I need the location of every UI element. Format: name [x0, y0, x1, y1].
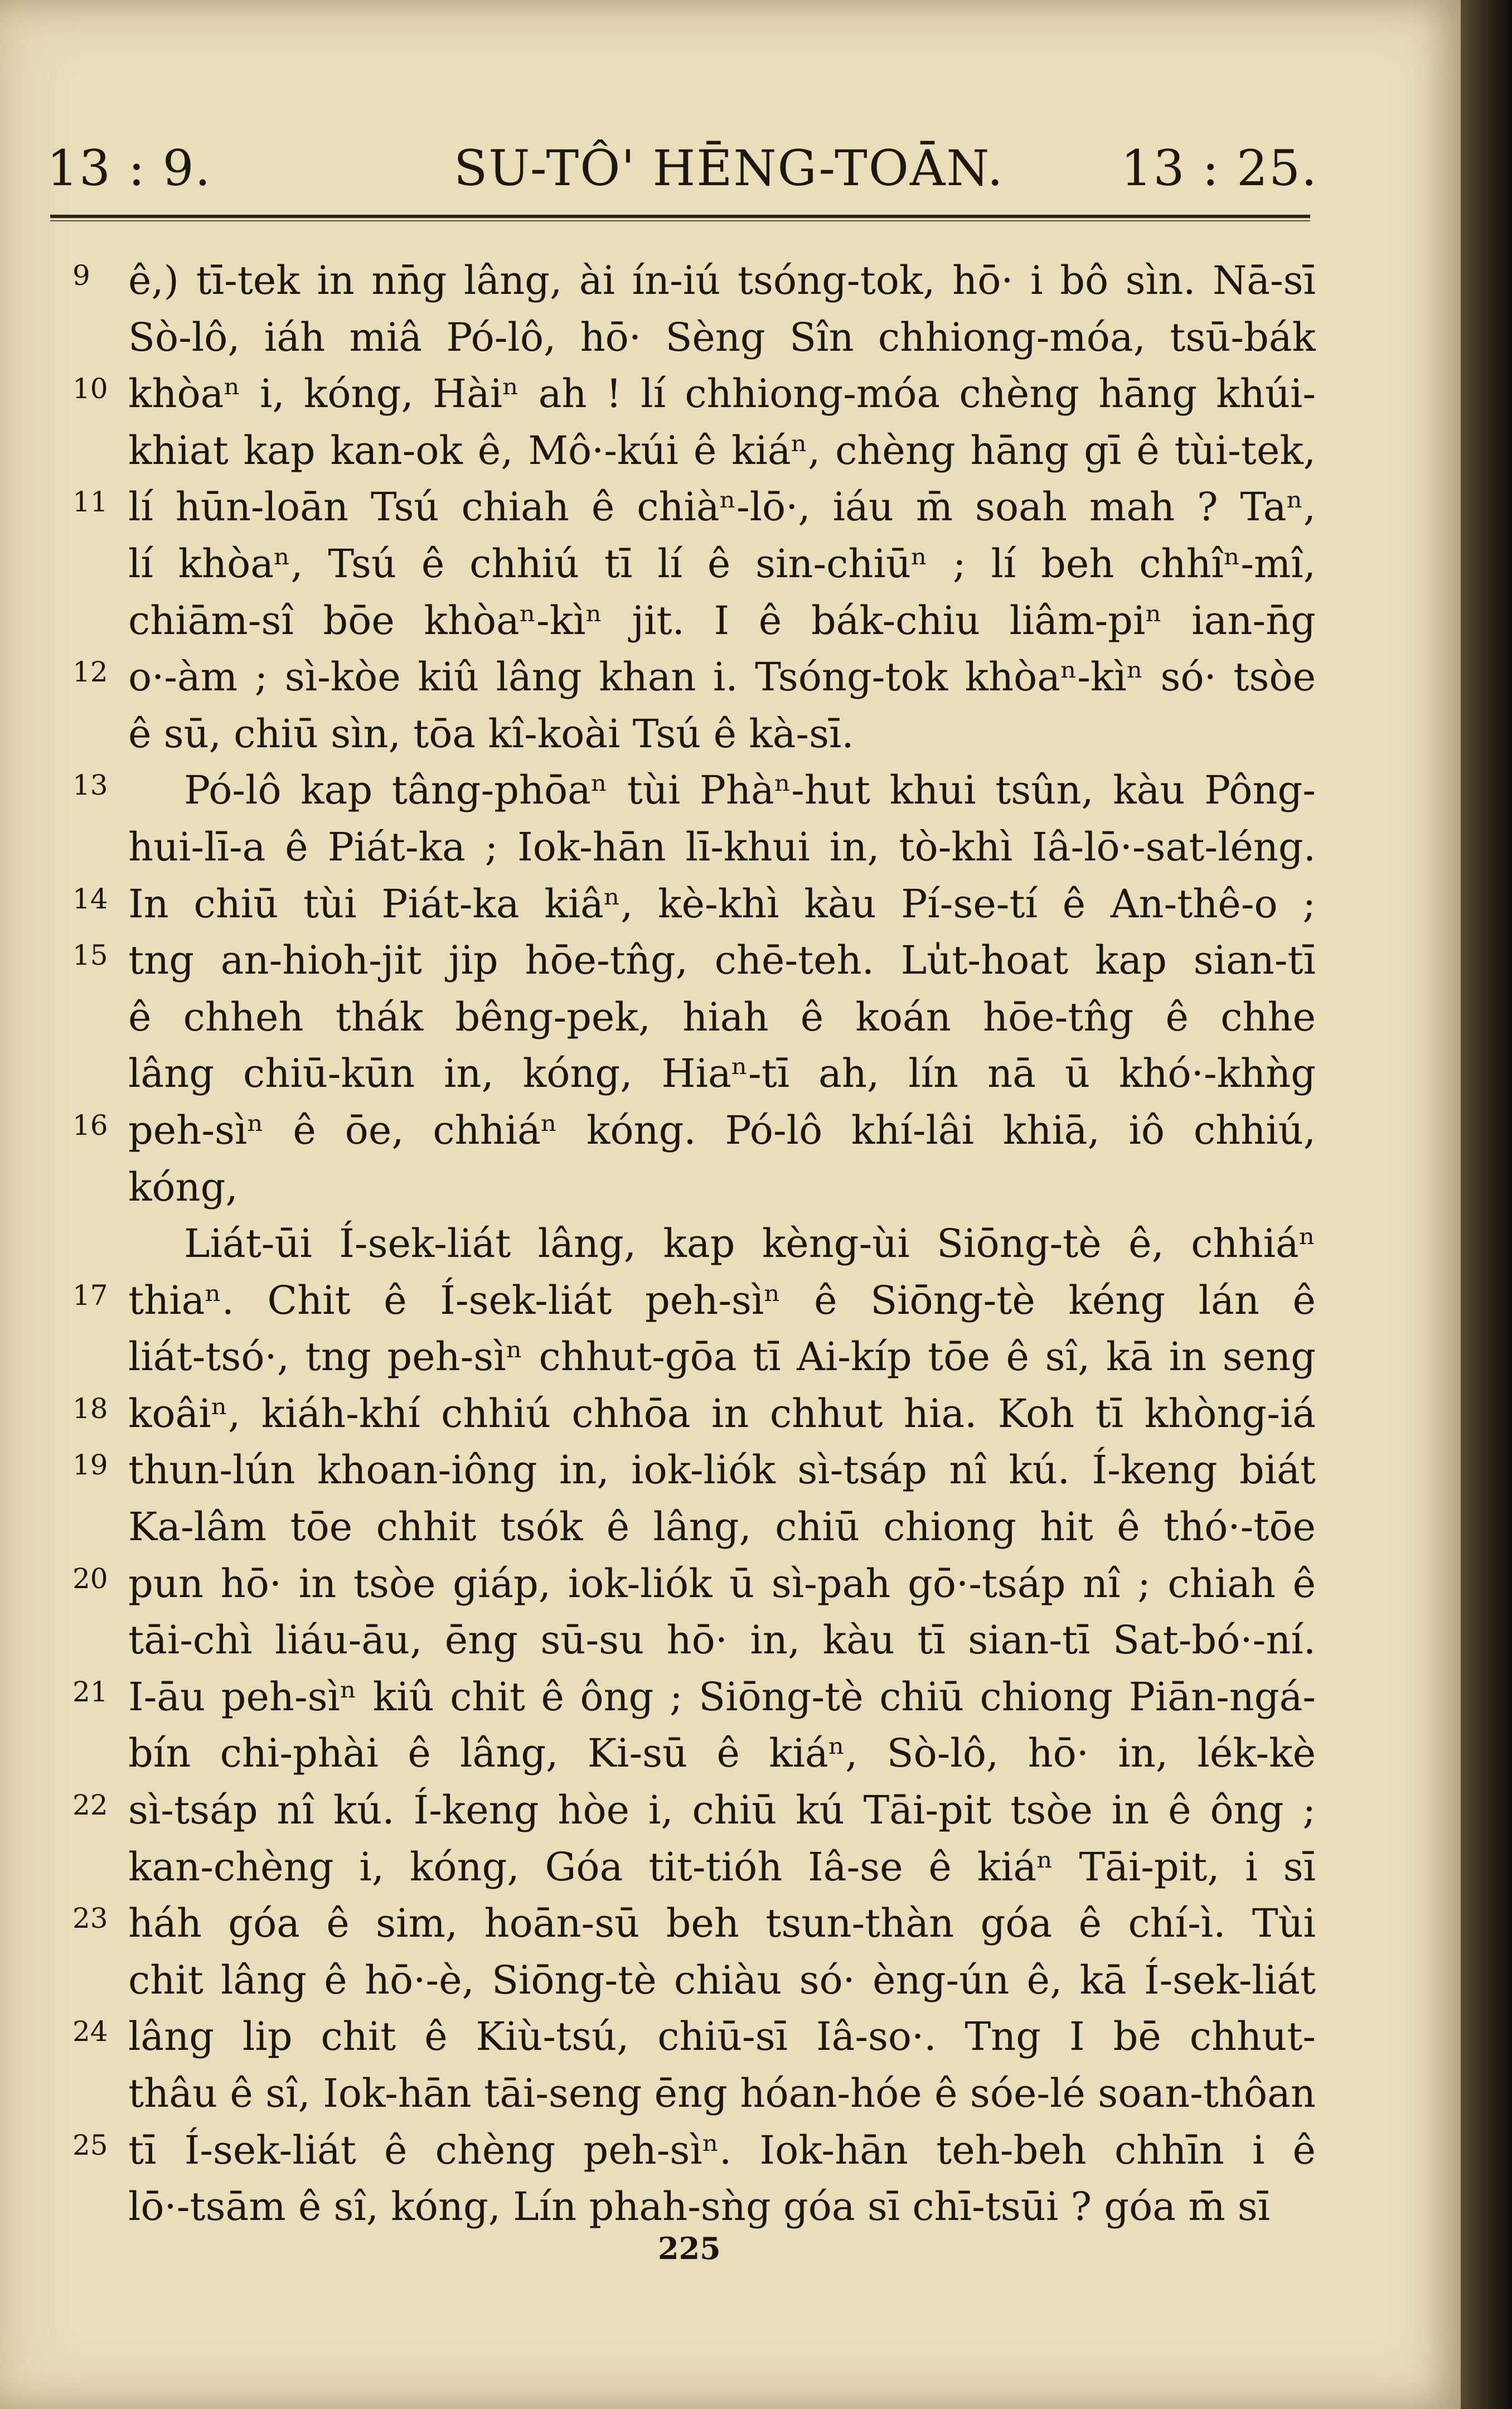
line-text: Liát-ūi Í-sek-liát lâng, kap kèng-ùi Siōng-tè ê, chhiáⁿ	[184, 1221, 1316, 1267]
body-text	[0, 254, 1450, 2237]
line-text: peh-sìⁿ ê ōe, chhiáⁿ kóng. Pó-lô khí-lâi khiā, iô chhiú,	[128, 1107, 1316, 1153]
line-text: tng an-hioh-jit jip hōe-tn̂g, chē-teh. Lu̍t-hoat kap sian-tī	[128, 937, 1316, 984]
line-text: sì-tsáp nî kú. Í-keng hòe i, chiū kú Tāi-pit tsòe in ê ông ;	[128, 1787, 1316, 1834]
line-text: bín chi-phài ê lâng, Ki-sū ê kiáⁿ, Sò-lô, hō· in, lék-kè	[128, 1730, 1316, 1777]
verse-number: 13	[72, 769, 108, 802]
running-header	[47, 139, 1318, 206]
verse-number: 17	[72, 1279, 108, 1312]
text-line	[0, 2180, 1450, 2237]
header-title: SU-TÔ' HĒNG-TOĀN.	[454, 139, 1004, 197]
line-text: chiām-sî bōe khòaⁿ-kìⁿ jit. I ê bák-chiu liâm-piⁿ ian-n̄g	[128, 597, 1316, 644]
verse-number: 16	[72, 1109, 108, 1141]
text-line	[0, 763, 1450, 820]
text-line	[0, 2123, 1450, 2180]
text-line	[0, 1274, 1450, 1331]
verse-number: 24	[72, 2015, 108, 2048]
verse-number: 19	[72, 1449, 108, 1482]
text-line	[0, 1160, 1450, 1217]
text-line	[0, 1500, 1450, 1557]
line-text: ê,) tī-tek in nn̄g lâng, ài ín-iú tsóng-tok, hō· i bô sìn. Nā-sī	[128, 258, 1316, 303]
verse-number: 22	[72, 1789, 108, 1822]
line-text: lō·-tsām ê sî, kóng, Lín phah-sǹg góa sī chī-tsūi ? góa m̄ sī	[128, 2184, 1271, 2230]
verse-number: 14	[72, 882, 108, 915]
line-text: Sò-lô, iáh miâ Pó-lô, hō· Sèng Sîn chhiong-móa, tsū-bák	[128, 314, 1316, 360]
line-text: koâiⁿ, kiáh-khí chhiú chhōa in chhut hia. Koh tī khòng-iá	[128, 1390, 1316, 1436]
line-text: ê chheh thák bêng-pek, hiah ê koán hōe-tn̂g ê chhe	[128, 994, 1316, 1040]
line-text: tī Í-sek-liát ê chèng peh-sìⁿ. Iok-hān teh-beh chhīn i ê	[128, 2127, 1316, 2173]
text-line	[0, 1897, 1450, 1953]
text-line	[0, 254, 1450, 311]
text-line	[0, 1387, 1450, 1444]
line-text: hui-lī-a ê Piát-ka ; Iok-hān lī-khui in, tò-khì Iâ-lō·-sat-léng.	[128, 824, 1316, 870]
verse-number: 18	[72, 1392, 108, 1425]
line-text: háh góa ê sim, hoān-sū beh tsun-thàn góa ê chí-ì. Tùi	[128, 1900, 1316, 1947]
verse-number: 12	[72, 656, 108, 689]
text-line	[0, 1330, 1450, 1387]
line-text: liát-tsó·, tng peh-sìⁿ chhut-gōa tī Ai-kíp tōe ê sî, kā in seng	[128, 1334, 1316, 1380]
verse-number: 10	[72, 373, 108, 405]
verse-number: 9	[72, 259, 90, 292]
text-line	[0, 650, 1450, 707]
text-line	[0, 1953, 1450, 2010]
text-line	[0, 933, 1450, 990]
line-text: lí hūn-loān Tsú chiah ê chiàⁿ-lō·, iáu m̄ soah mah ? Taⁿ,	[128, 484, 1316, 530]
text-line	[0, 877, 1450, 934]
line-text: khiat kap kan-ok ê, Mô·-kúi ê kiáⁿ, chèng hāng gī ê tùi-tek,	[128, 427, 1316, 473]
page-number: 225	[658, 2231, 721, 2266]
line-text: Pó-lô kap tâng-phōaⁿ tùi Phàⁿ-hut khui tsûn, kàu Pông-	[184, 767, 1316, 814]
header-rule	[50, 215, 1310, 218]
verse-number: 20	[72, 1562, 108, 1595]
text-line	[0, 2010, 1450, 2067]
text-line	[0, 1104, 1450, 1160]
line-text: thâu ê sî, Iok-hān tāi-seng ēng hóan-hóe ê sóe-lé soan-thôan	[128, 2071, 1316, 2116]
header-rule-thin	[50, 220, 1310, 221]
text-line	[0, 1840, 1450, 1897]
text-line	[0, 311, 1450, 367]
line-text: ê sū, chiū sìn, tōa kî-koài Tsú ê kà-sī.	[128, 710, 854, 757]
page-edge-shadow	[1461, 0, 1512, 2409]
line-text: tāi-chì liáu-āu, ēng sū-su hō· in, kàu tī sian-tī Sat-bó·-ní.	[128, 1617, 1316, 1663]
text-line	[0, 990, 1450, 1047]
text-line	[0, 594, 1450, 651]
line-text: lí khòaⁿ, Tsú ê chhiú tī lí ê sin-chiūⁿ ; lí beh chhîⁿ-mî,	[128, 540, 1316, 587]
verse-number: 23	[72, 1902, 108, 1935]
header-right-reference: 13 : 25.	[1121, 139, 1318, 197]
line-text: I-āu peh-sìⁿ kiû chit ê ông ; Siōng-tè chiū chiong Piān-ngá-	[128, 1673, 1316, 1720]
text-line	[0, 1443, 1450, 1500]
line-text: pun hō· in tsòe giáp, iok-liók ū sì-pah gō·-tsáp nî ; chiah ê	[128, 1560, 1316, 1607]
text-line	[0, 1726, 1450, 1783]
text-line	[0, 2067, 1450, 2123]
line-text: kan-chèng i, kóng, Góa tit-tióh Iâ-se ê kiáⁿ Tāi-pit, i sī	[128, 1844, 1316, 1890]
line-text: Ka-lâm tōe chhit tsók ê lâng, chiū chiong hit ê thó·-tōe	[128, 1504, 1316, 1550]
header-left-reference: 13 : 9.	[47, 139, 212, 197]
text-line	[0, 820, 1450, 877]
verse-number: 15	[72, 939, 108, 972]
verse-number: 25	[72, 2129, 108, 2161]
text-line	[0, 537, 1450, 594]
text-line	[0, 1613, 1450, 1670]
text-line	[0, 1670, 1450, 1727]
line-text: khòaⁿ i, kóng, Hàiⁿ ah ! lí chhiong-móa chèng hāng khúi-	[128, 371, 1316, 417]
text-line	[0, 367, 1450, 424]
text-line	[0, 707, 1450, 764]
text-line	[0, 1217, 1450, 1274]
verse-number: 11	[72, 486, 108, 519]
line-text: lâng chiū-kūn in, kóng, Hiaⁿ-tī ah, lín nā ū khó·-khǹg	[128, 1051, 1316, 1097]
line-text: In chiū tùi Piát-ka kiâⁿ, kè-khì kàu Pí-se-tí ê An-thê-o ;	[128, 881, 1316, 927]
text-line	[0, 1783, 1450, 1840]
verse-number: 21	[72, 1675, 108, 1708]
text-line	[0, 1047, 1450, 1104]
line-text: thun-lún khoan-iông in, iok-liók sì-tsáp nî kú. Í-keng biát	[128, 1447, 1316, 1493]
line-text: chit lâng ê hō·-è, Siōng-tè chiàu só· èng-ún ê, kā Í-sek-liát	[128, 1957, 1316, 2003]
line-text: kóng,	[128, 1164, 238, 1210]
line-text: o·-àm ; sì-kòe kiû lâng khan i. Tsóng-tok khòaⁿ-kìⁿ só· tsòe	[128, 654, 1316, 700]
text-line	[0, 480, 1450, 537]
line-text: thiaⁿ. Chit ê Í-sek-liát peh-sìⁿ ê Siōng-tè kéng lán ê	[128, 1277, 1316, 1323]
text-line	[0, 1557, 1450, 1614]
text-line	[0, 424, 1450, 481]
line-text: lâng lip chit ê Kiù-tsú, chiū-sī Iâ-so·. Tng I bē chhut-	[128, 2014, 1316, 2060]
